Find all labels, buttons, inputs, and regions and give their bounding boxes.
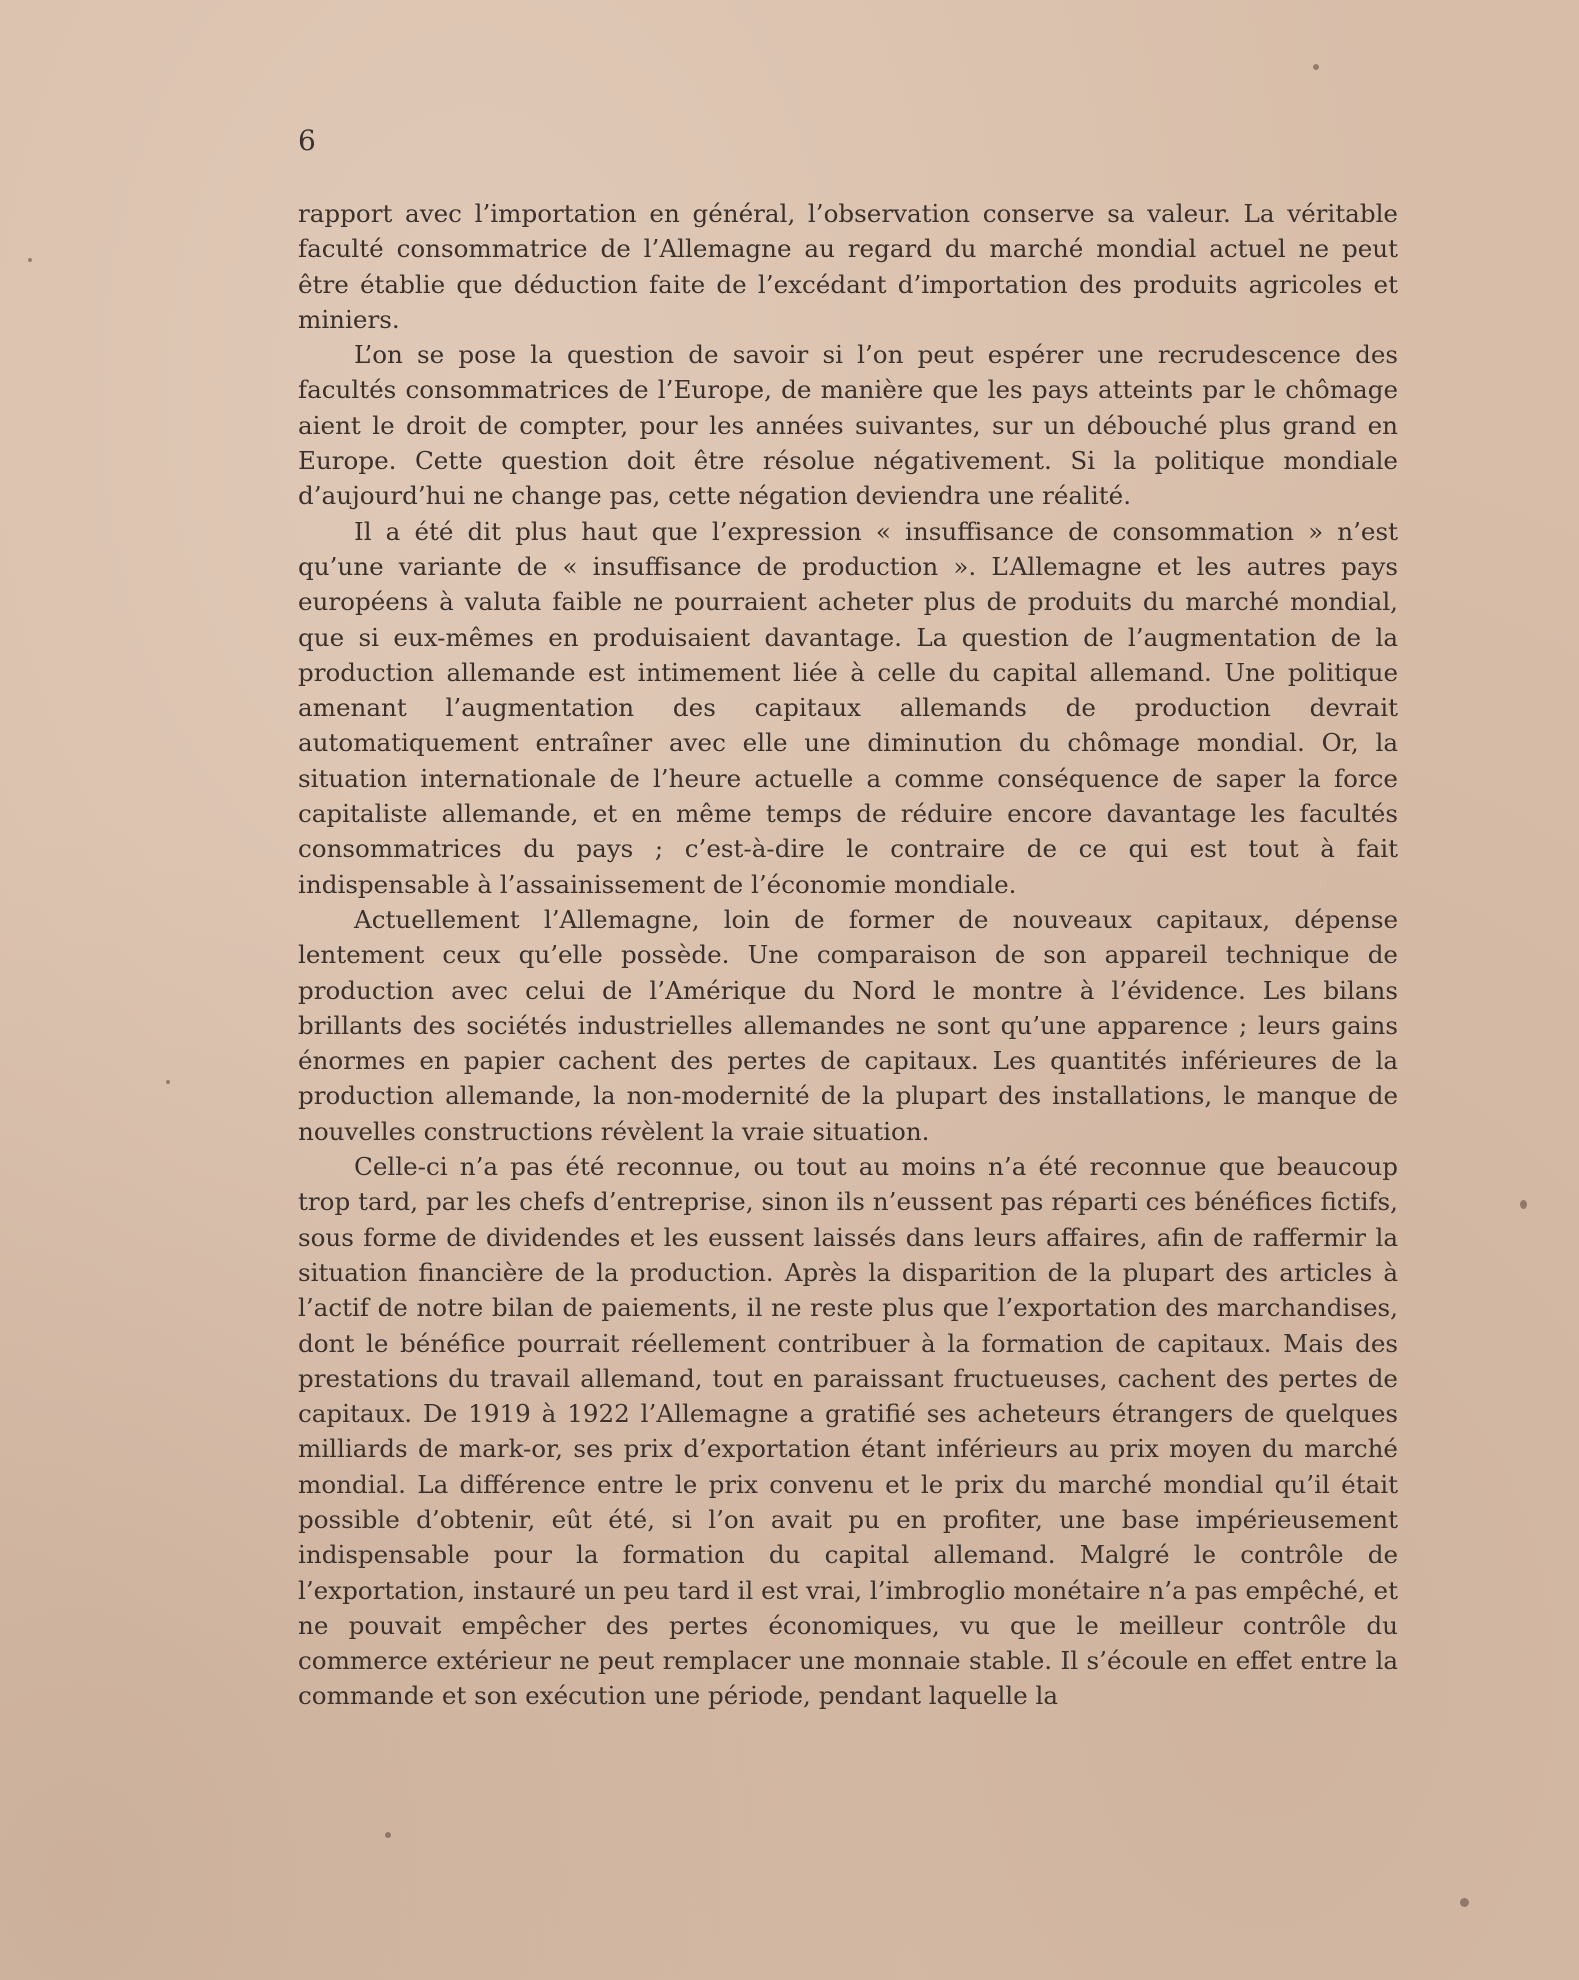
paper-speck xyxy=(1313,64,1319,70)
paragraph-4: Actuellement l’Allemagne, loin de former de nouveaux capitaux, dépense lentement ceux qu’elle possède. Une comparaison de son appareil technique de production avec celui de l’Amérique du Nord le montre à l’évidence. Les bilans brillants des sociétés industrielles allemandes ne sont qu’une apparence ; leurs gains énormes en papier cachent des pertes de capitaux. Les quantités inférieures de la production allemande, la non-modernité de la plupart des installations, le manque de nouvelles constructions révèlent la vraie situation. xyxy=(298,904,1398,1146)
paragraph-2: L’on se pose la question de savoir si l’on peut espérer une recrudescence des facultés consommatrices de l’Europe, de manière que les pays atteints par le chômage aient le droit de compter, pour les années suivantes, sur un débouché plus grand en Europe. Cette question doit être résolue négativement. Si la politique mondiale d’aujourd’hui ne change pas, cette négation deviendra une réalité. xyxy=(298,340,1398,511)
paper-speck xyxy=(166,1080,170,1084)
paragraph-3: Il a été dit plus haut que l’expression « insuffisance de consommation » n’est qu’une variante de « insuffisance de production ». L’Allemagne et les autres pays européens à valuta faible ne pourraient acheter plus de produits du marché mondial, que si eux-mêmes en produisaient davantage. La question de l’augmentation de la production allemande est intimement liée à celle du capital allemand. Une politique amenant l’augmentation des capitaux allemands de production devrait automatiquement entraîner avec elle une diminution du chômage mondial. Or, la situation internationale de l’heure actuelle a comme conséquence de saper la force capitaliste allemande, et en même temps de réduire encore davantage les facultés consommatrices du pays ; c’est-à-dire le contraire de ce qui est tout à fait indispensable à l’assainissement de l’économie mondiale. xyxy=(298,516,1398,899)
page-number: 6 xyxy=(298,124,316,157)
body-text xyxy=(298,196,1398,1714)
paper-speck xyxy=(1460,1898,1469,1907)
paper-speck xyxy=(385,1832,391,1838)
paragraph-5: Celle-ci n’a pas été reconnue, ou tout au moins n’a été reconnue que beaucoup trop tard, par les chefs d’entreprise, sinon ils n’eussent pas réparti ces bénéfices fictifs, sous forme de dividendes et les eussent laissés dans leurs affaires, afin de raffermir la situation financière de la production. Après la disparition de la plupart des articles à l’actif de notre bilan de paiements, il ne reste plus que l’exportation des marchandises, dont le bénéfice pourrait réellement contribuer à la formation de capitaux. Mais des prestations du travail allemand, tout en paraissant fructueuses, cachent des pertes de capitaux. De 1919 à 1922 l’Allemagne a gratifié ses acheteurs étrangers de quelques milliards de mark-or, ses prix d’exportation étant inférieurs au prix moyen du marché mondial. La différence entre le prix convenu et le prix du marché mondial qu’il était possible d’obtenir, eût été, si l’on avait pu en profiter, une base impérieusement indispensable pour la formation du capital allemand. Malgré le contrôle de l’exportation, instauré un peu tard il est vrai, l’imbroglio monétaire n’a pas empêché, et ne pouvait empêcher des pertes économiques, vu que le meilleur contrôle du commerce extérieur ne peut remplacer une monnaie stable. Il s’écoule en effet entre la commande et son exécution une période, pendant laquelle la xyxy=(298,1152,1398,1711)
paragraph-1: rapport avec l’importation en général, l’observation conserve sa valeur. La véritable faculté consommatrice de l’Allemagne au regard du marché mondial actuel ne peut être établie que déduction faite de l’excédant d’importation des produits agricoles et miniers. xyxy=(298,199,1398,334)
paper-speck xyxy=(1520,1200,1527,1209)
paper-speck xyxy=(28,258,32,262)
